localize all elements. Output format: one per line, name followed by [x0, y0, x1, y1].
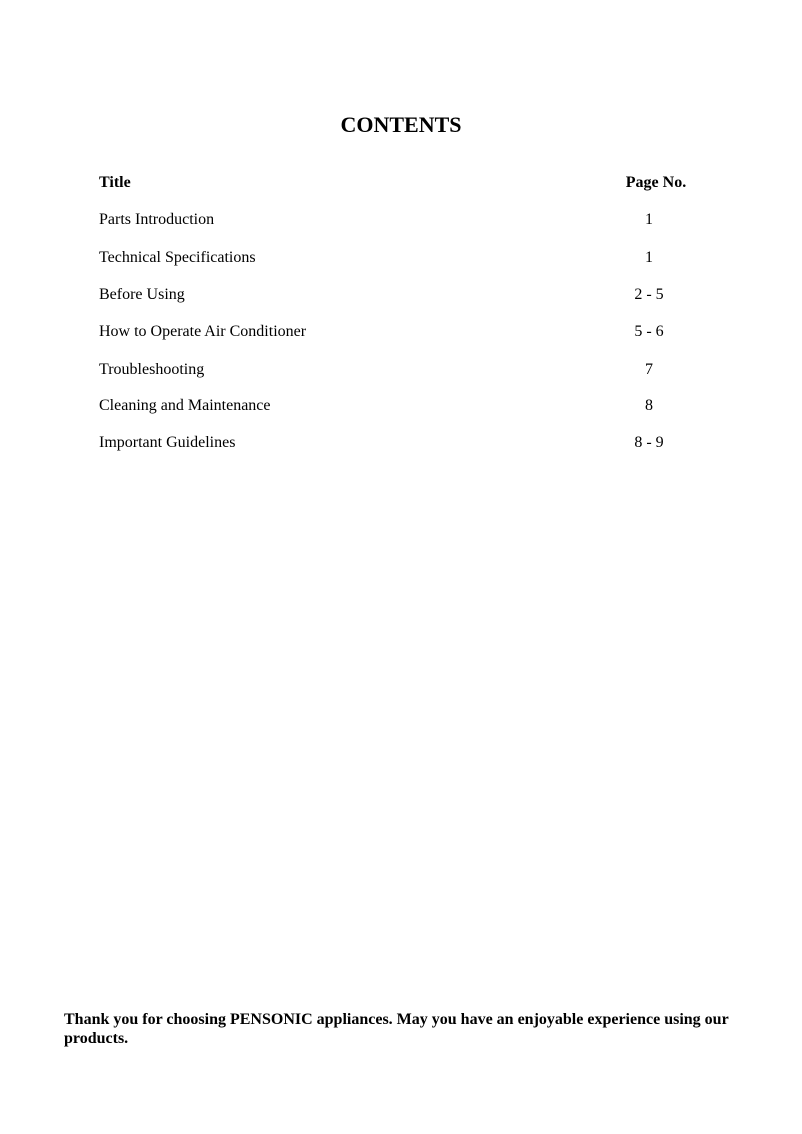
toc-entry [99, 211, 719, 233]
entry-title: Before Using [99, 286, 185, 303]
toc-entry [99, 249, 719, 271]
entry-title: Parts Introduction [99, 211, 215, 228]
entry-title: Important Guidelines [99, 434, 236, 451]
toc-entry [99, 323, 719, 345]
entry-title: Troubleshooting [99, 361, 205, 378]
entry-page: 8 [645, 397, 653, 414]
thank-you-note: Thank you for choosing PENSONIC appliances. May you have an enjoyable experience using our products. [64, 1011, 729, 1047]
entry-title: Technical Specifications [99, 249, 256, 266]
entry-title: Cleaning and Maintenance [99, 397, 271, 414]
page-title: CONTENTS [340, 112, 462, 137]
toc-header [99, 174, 719, 196]
entry-page: 2 - 5 [634, 286, 664, 303]
entry-title: How to Operate Air Conditioner [99, 323, 307, 340]
entry-page: 1 [645, 211, 653, 228]
entry-page: 5 - 6 [634, 323, 664, 340]
toc-entry [99, 434, 719, 456]
page-column-header: Page No. [625, 174, 687, 191]
entry-page: 1 [645, 249, 653, 266]
toc-entry [99, 361, 719, 383]
title-column-header: Title [99, 174, 131, 191]
entry-page: 7 [645, 361, 653, 378]
entry-page: 8 - 9 [634, 434, 664, 451]
toc-entry [99, 286, 719, 308]
toc-entry [99, 397, 719, 419]
